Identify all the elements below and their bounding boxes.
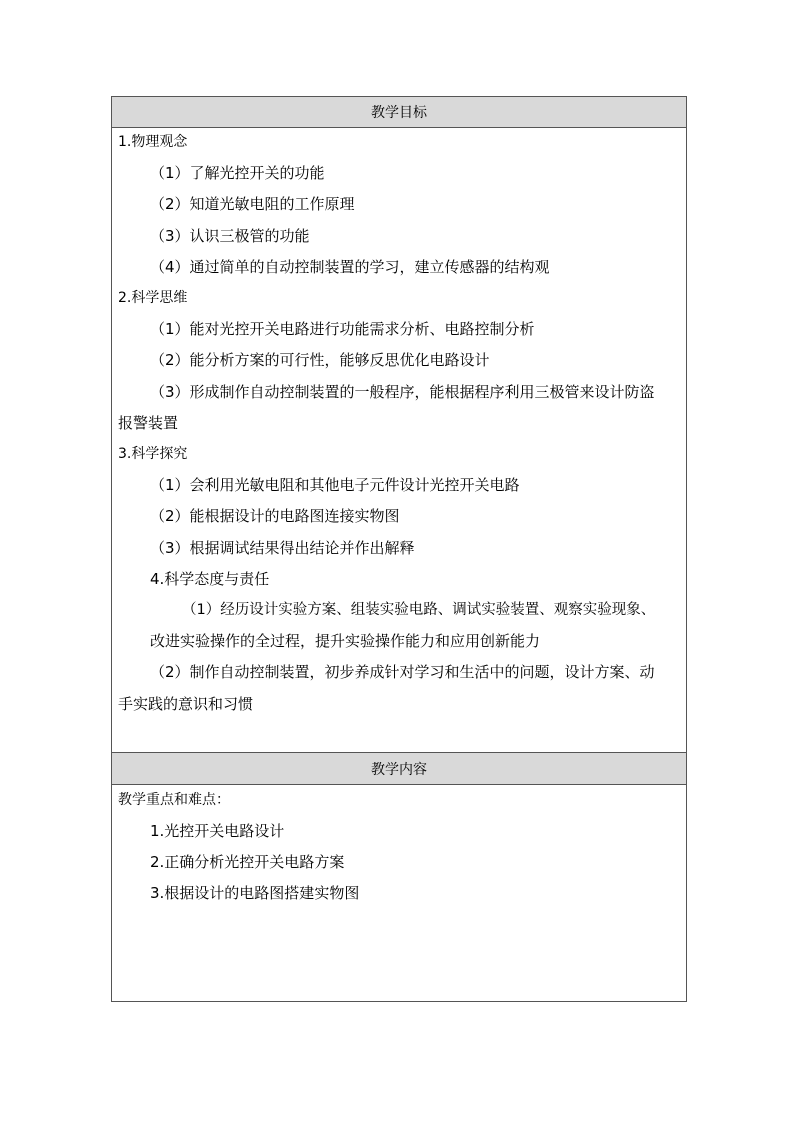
teaching-content-cell [112, 785, 686, 1001]
goal-item: （4）通过简单的自动控制装置的学习，建立传感器的结构观 [150, 258, 550, 276]
teaching-goals-header: 教学目标 [112, 97, 686, 128]
goal-item: （2）能分析方案的可行性，能够反思优化电路设计 [150, 351, 490, 369]
goal-item: （3）根据调试结果得出结论并作出解释 [150, 539, 415, 557]
goal-item: （1）能对光控开关电路进行功能需求分析、电路控制分析 [150, 320, 535, 338]
goal-item: （2）能根据设计的电路图连接实物图 [150, 507, 400, 525]
goal-heading-2: 2.科学思维 [118, 290, 188, 306]
goal-item: （2）制作自动控制装置，初步养成针对学习和生活中的问题，设计方案、动 [150, 663, 655, 681]
content-item: 2.正确分析光控开关电路方案 [150, 853, 345, 871]
goal-item: （1）经历设计实验方案、组装实验电路、调试实验装置、观察实验现象、 [182, 602, 656, 618]
goal-item: （1）了解光控开关的功能 [150, 164, 325, 182]
goal-heading-1: 1.物理观念 [118, 134, 188, 150]
content-item: 3.根据设计的电路图搭建实物图 [150, 884, 360, 902]
goal-item: （1）会利用光敏电阻和其他电子元件设计光控开关电路 [150, 476, 520, 494]
document-table [111, 96, 687, 1002]
goal-item: （3）形成制作自动控制装置的一般程序，能根据程序利用三极管来设计防盗 [150, 383, 655, 401]
goal-item-continued: 手实践的意识和习惯 [118, 695, 254, 713]
goal-heading-4: 4.科学态度与责任 [150, 570, 270, 588]
goal-item: （2）知道光敏电阻的工作原理 [150, 195, 355, 213]
teaching-goals-cell [112, 128, 686, 752]
goal-heading-3: 3.科学探究 [118, 446, 188, 462]
teaching-content-header: 教学内容 [112, 752, 686, 785]
content-heading: 教学重点和难点： [118, 792, 230, 808]
goal-item: （3）认识三极管的功能 [150, 227, 310, 245]
goal-item-continued: 报警装置 [118, 414, 179, 432]
goal-item-continued: 改进实验操作的全过程，提升实验操作能力和应用创新能力 [150, 632, 541, 650]
content-item: 1.光控开关电路设计 [150, 822, 285, 840]
